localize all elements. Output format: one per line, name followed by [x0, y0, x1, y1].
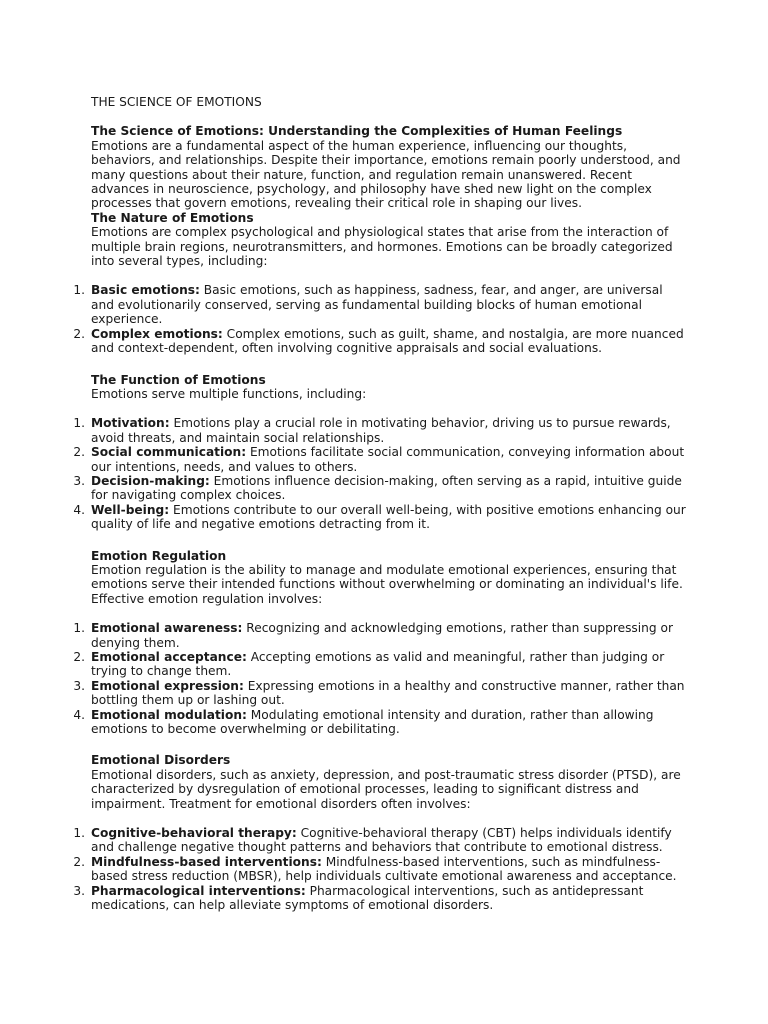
- section-heading: Emotion Regulation: [91, 548, 227, 563]
- section-intro: Emotions serve multiple functions, including:: [91, 386, 367, 401]
- list-item-text: Expressing emotions in a healthy and constructive manner, rather than bottling them up or lashing out.: [91, 678, 685, 708]
- list-item-text: Complex emotions, such as guilt, shame, and nostalgia, are more nuanced and context-dependent, often involving cognitive appraisals and social evaluations.: [91, 326, 684, 356]
- intro-paragraph: Emotions are a fundamental aspect of the human experience, influencing our thoughts, behaviors, and relationships. Despite their importance, emotions remain poorly understood, and many questions about their nature, function, and regulation remain unanswered. Recent advances in neuroscience, psychology, and philosophy have shed new light on the complex processes that govern emotions, revealing their critical role in shaping our lives.: [91, 138, 681, 211]
- section-heading: The Nature of Emotions: [91, 210, 254, 225]
- list-item: [73, 473, 687, 503]
- list-item: [73, 650, 687, 679]
- list-item-text: Pharmacological interventions, such as antidepressant medications, can help alleviate symptoms of emotional disorders.: [91, 883, 644, 913]
- list-item-text: Accepting emotions as valid and meaningful, rather than judging or trying to change them.: [91, 650, 665, 679]
- list-item-text: Emotions influence decision-making, often serving as a rapid, intuitive guide for navigating complex choices.: [91, 473, 682, 503]
- list-item-term: Emotional acceptance:: [91, 650, 247, 664]
- list-item-number: 3.: [73, 473, 85, 488]
- list-item-number: 1.: [73, 621, 85, 636]
- list-item-number: 4.: [73, 502, 85, 517]
- list-item: [73, 826, 687, 855]
- list-item-text: Recognizing and acknowledging emotions, rather than suppressing or denying them.: [91, 621, 673, 650]
- list-item-term: Pharmacological interventions:: [91, 883, 306, 898]
- main-heading: The Science of Emotions: Understanding the Complexities of Human Feelings: [91, 124, 623, 139]
- list-item: [73, 883, 687, 913]
- list-item-text: Emotions play a crucial role in motivating behavior, driving us to pursue rewards, avoid threats, and maintain social relationships.: [91, 416, 671, 445]
- section-intro: Emotions are complex psychological and physiological states that arise from the interaction of multiple brain regions, neurotransmitters, and hormones. Emotions can be broadly categorized into several types, including:: [91, 225, 673, 269]
- section-intro: Emotional disorders, such as anxiety, depression, and post-traumatic stress disorder (PTSD), are characterized by dysregulation of emotional processes, leading to significant distress and impairment. Treatment for emotional disorders often involves:: [91, 767, 681, 811]
- list-item-term: Well-being:: [91, 502, 170, 517]
- numbered-list: [73, 416, 687, 532]
- list-item-term: Emotional modulation:: [91, 707, 247, 722]
- document-title: THE SCIENCE OF EMOTIONS: [91, 95, 262, 109]
- list-item: [73, 707, 687, 737]
- list-item-term: Decision-making:: [91, 473, 210, 488]
- list-item-term: Cognitive-behavioral therapy:: [91, 826, 297, 841]
- list-item-number: 2.: [73, 326, 85, 341]
- list-item-text: Emotions contribute to our overall well-being, with positive emotions enhancing our quality of life and negative emotions detracting from it.: [91, 502, 686, 532]
- list-item-number: 3.: [73, 883, 85, 898]
- list-item-text: Cognitive-behavioral therapy (CBT) helps individuals identify and challenge negative thought patterns and behaviors that contribute to emotional distress.: [91, 826, 672, 855]
- list-item-term: Complex emotions:: [91, 326, 223, 341]
- list-item-term: Social communication:: [91, 445, 247, 460]
- numbered-list: [73, 621, 687, 737]
- numbered-list: [73, 283, 687, 356]
- list-item: [73, 326, 687, 356]
- list-item-number: 2.: [73, 445, 85, 460]
- numbered-list: [73, 826, 687, 913]
- list-item: [73, 678, 687, 708]
- list-item: [73, 621, 687, 650]
- list-item-number: 1.: [73, 826, 85, 841]
- list-item-number: 1.: [73, 416, 85, 431]
- list-item-text: Modulating emotional intensity and duration, rather than allowing emotions to become overwhelming or debilitating.: [91, 707, 654, 737]
- list-item-term: Emotional expression:: [91, 678, 244, 693]
- list-item-text: Emotions facilitate social communication, conveying information about our intentions, needs, and values to others.: [91, 445, 685, 474]
- list-item-term: Basic emotions:: [91, 283, 200, 298]
- list-item-text: Basic emotions, such as happiness, sadness, fear, and anger, are universal and evolutionarily conserved, serving as fundamental building blocks of human emotional experience.: [91, 283, 663, 327]
- list-item: [73, 502, 687, 532]
- list-item-term: Mindfulness-based interventions:: [91, 854, 322, 869]
- section-intro: Emotion regulation is the ability to manage and modulate emotional experiences, ensuring that emotions serve their intended functions without overwhelming or dominating an individual's life. Effective emotion regulation involves:: [91, 562, 683, 606]
- document-page: [73, 95, 687, 930]
- list-item: [73, 445, 687, 474]
- list-item: [73, 854, 687, 884]
- list-item-text: Mindfulness-based interventions, such as mindfulness-based stress reduction (MBSR), help individuals cultivate emotional awareness and acceptance.: [91, 854, 677, 884]
- section-heading: Emotional Disorders: [91, 753, 231, 768]
- list-item-number: 3.: [73, 678, 85, 693]
- list-item-term: Motivation:: [91, 416, 170, 431]
- list-item-term: Emotional awareness:: [91, 621, 243, 636]
- list-item: [73, 416, 687, 445]
- section-heading: The Function of Emotions: [91, 372, 266, 387]
- list-item-number: 2.: [73, 854, 85, 869]
- sections-container: [73, 210, 687, 913]
- list-item-number: 4.: [73, 707, 85, 722]
- list-item-number: 2.: [73, 650, 85, 664]
- list-item: [73, 283, 687, 327]
- list-item-number: 1.: [73, 283, 85, 298]
